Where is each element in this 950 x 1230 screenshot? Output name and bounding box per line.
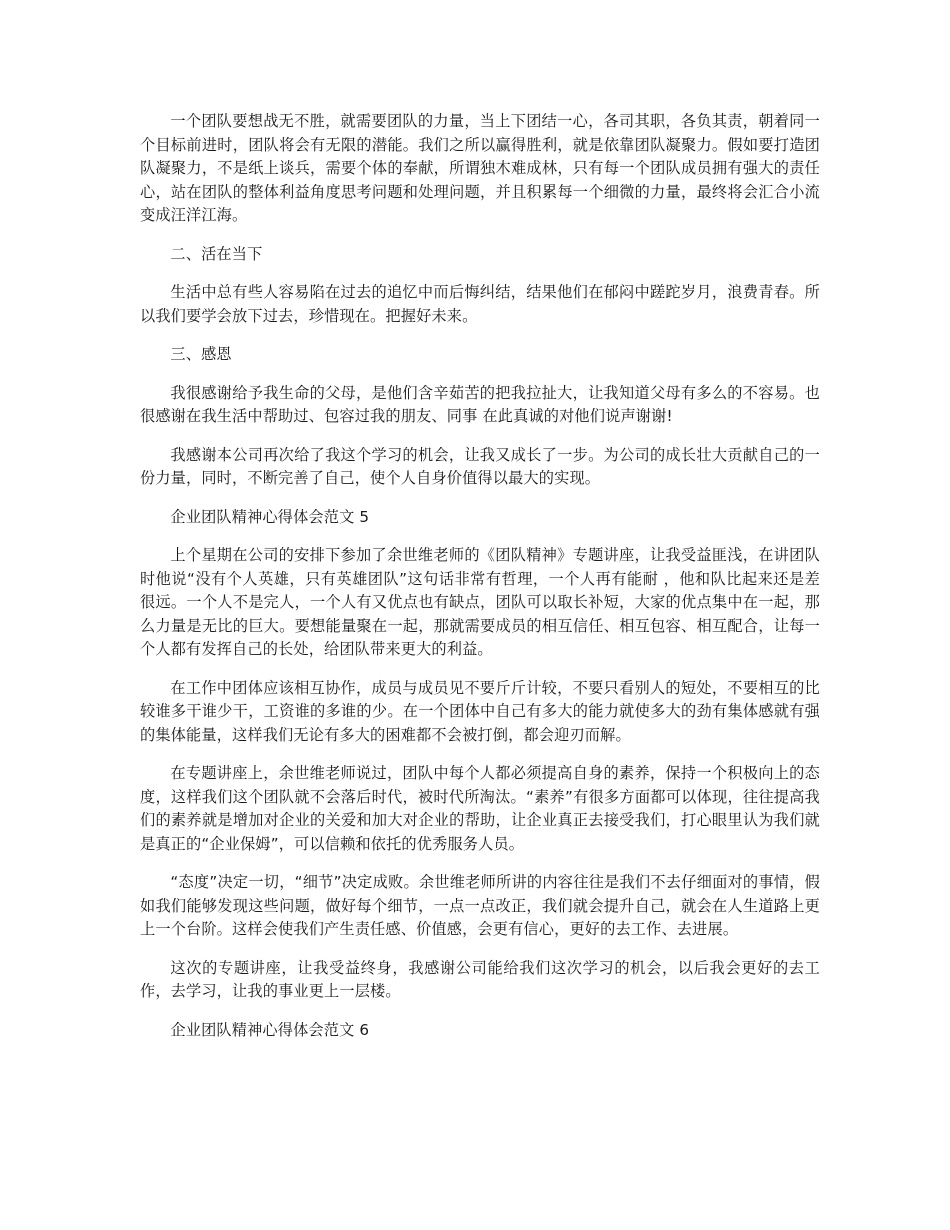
paragraph-live-in-present: 生活中总有些人容易陷在过去的追忆中而后悔纠结，结果他们在郁闷中蹉跎岁月，浪费青春。所以我们要学会放下过去，珍惜现在。把握好未来。 bbox=[140, 283, 820, 325]
paragraph-gratitude-company: 我感谢本公司再次给了我这个学习的机会，让我又成长了一步。为公司的成长壮大贡献自己的一份力量，同时，不断完善了自己，使个人自身价值得以最大的实现。 bbox=[140, 445, 820, 487]
paragraph-gratitude-parents: 我很感谢给予我生命的父母，是他们含辛茹苦的把我拉扯大，让我知道父母有多么的不容易。也很感谢在我生活中帮助过、包容过我的朋友、同事 在此真诚的对他们说声谢谢! bbox=[140, 383, 820, 425]
paragraph-lecture-intro: 上个星期在公司的安排下参加了余世维老师的《团队精神》专题讲座，让我受益匪浅，在讲团队时他说“没有个人英雄，只有英雄团队”这句话非常有哲理，一个人再有能耐 ，他和队比起来还是差很远。一个人不是完人，一个人有又优点也有缺点，团队可以取长补短，大家的优点集中在一起，那么力量是无比的巨大。要想能量聚在一起，那就需要成员的相互信任、相互包容、相互配合，让每一个人都有发挥自己的长处，给团队带来更大的利益。 bbox=[140, 546, 820, 658]
paragraph-cooperation: 在工作中团体应该相互协作，成员与成员见不要斤斤计较，不要只看别人的短处，不要相互的比较谁多干谁少干，工资谁的多谁的少。在一个团体中自己有多大的能力就使多大的劲有集体感就有强的集体能量，这样我们无论有多大的困难都不会被打倒，都会迎刃而解。 bbox=[140, 678, 820, 744]
section-heading-gratitude: 三、感恩 bbox=[170, 345, 232, 363]
paragraph-attitude-details: “态度”决定一切，“细节”决定成败。余世维老师所讲的内容往往是我们不去仔细面对的事情，假如我们能够发现这些问题，做好每个细节，一点一点改正，我们就会提升自己，就会在人生道路上更上一个台阶。这样会使我们产生责任感、价值感，会更有信心，更好的去工作、去进展。 bbox=[140, 873, 820, 938]
paragraph-conclusion: 这次的专题讲座，让我受益终身，我感谢公司能给我们这次学习的机会，以后我会更好的去工作，去学习，让我的事业更上一层楼。 bbox=[140, 958, 820, 1000]
essay-title-6: 企业团队精神心得体会范文 6 bbox=[170, 1020, 370, 1039]
paragraph-team-cohesion: 一个团队要想战无不胜，就需要团队的力量，当上下团结一心，各司其职，各负其责，朝着同一个目标前进时，团队将会有无限的潜能。我们之所以赢得胜利，就是依靠团队凝聚力。假如要打造团队凝聚力，不是纸上谈兵，需要个体的奉献，所谓独木难成林，只有每一个团队成员拥有强大的责任心，站在团队的整体利益角度思考问题和处理问题，并且积累每一个细微的力量，最终将会汇合小流变成汪洋江海。 bbox=[140, 112, 820, 224]
essay-title-5: 企业团队精神心得体会范文 5 bbox=[170, 507, 370, 526]
document-page bbox=[140, 110, 820, 1057]
section-heading-live-in-present: 二、活在当下 bbox=[170, 244, 263, 263]
paragraph-self-cultivation: 在专题讲座上，余世维老师说过，团队中每个人都必须提高自身的素养，保持一个积极向上的态度，这样我们这个团队就不会落后时代，被时代所淘汰。“素养”有很多方面都可以体现，往往提高我们的素养就是增加对企业的关爱和加大对企业的帮助，让企业真正去接受我们，打心眼里认为我们就是真正的“企业保姆”，可以信赖和依托的优秀服务人员。 bbox=[140, 764, 820, 853]
